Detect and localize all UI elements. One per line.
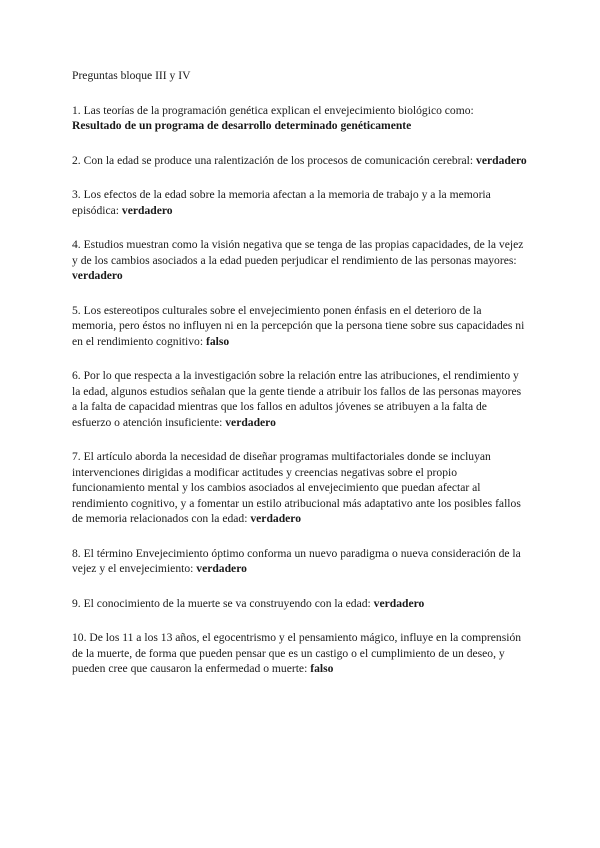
question-text: 1. Las teorías de la programación genética explican el envejecimiento biológico como: bbox=[72, 103, 474, 117]
question-answer: Resultado de un programa de desarrollo determinado genéticamente bbox=[72, 119, 412, 132]
question-text: 5. Los estereotipos culturales sobre el envejecimiento ponen énfasis en el deterioro de la memoria, pero éstos no influyen ni en la percepción que la persona tiene sobre sus capacidades ni en el rendimiento cognitivo: bbox=[72, 303, 525, 348]
question-text: 8. El término Envejecimiento óptimo conforma un nuevo paradigma o nueva consideración de la vejez y el envejecimiento: bbox=[72, 546, 521, 575]
question-text: 4. Estudios muestran como la visión negativa que se tenga de las propias capacidades, de la vejez y de los cambios asociados a la edad pueden perjudicar el rendimiento de las personas mayores: bbox=[72, 238, 524, 267]
question-answer: falso bbox=[205, 334, 230, 348]
question-6 bbox=[72, 368, 528, 430]
question-answer: verdadero bbox=[121, 203, 173, 217]
question-1 bbox=[72, 103, 528, 134]
question-2 bbox=[72, 153, 528, 169]
question-text: 7. El artículo aborda la necesidad de diseñar programas multifactoriales donde se incluyan intervenciones dirigidas a modificar actitudes y creencias negativas sobre el propio funcionamiento mental y los cambios asociados al envejecimiento que puedan afectar al rendimiento cognitivo, y a fomentar un estilo atribucional más adaptativo ante los posibles fallos de memoria relacionados con la edad: bbox=[72, 450, 521, 525]
question-5 bbox=[72, 303, 528, 350]
question-text: 10. De los 11 a los 13 años, el egocentrismo y el pensamiento mágico, influye en la comprensión de la muerte, de forma que pueden pensar que es un castigo o el cumplimiento de un deseo, y pueden cree que causaron la enfermedad o muerte: bbox=[72, 631, 522, 675]
question-3 bbox=[72, 187, 528, 218]
question-answer: verdadero bbox=[196, 562, 247, 575]
question-text: 6. Por lo que respecta a la investigación sobre la relación entre las atribuciones, el rendimiento y la edad, algunos estudios señalan que la gente tiende a atribuir los fallos de las personas mayores a la falta de capacidad mientras que los fallos en adultos jóvenes se atribuyen a la falta de esfuerzo o atención insuficiente: bbox=[72, 369, 522, 429]
document-page bbox=[72, 68, 528, 696]
question-answer: verdadero bbox=[72, 269, 123, 282]
question-10 bbox=[72, 630, 528, 677]
document-title: Preguntas bloque III y IV bbox=[72, 69, 191, 82]
question-text: 9. El conocimiento de la muerte se va construyendo con la edad: bbox=[72, 596, 371, 610]
question-7 bbox=[72, 449, 528, 527]
question-answer: verdadero bbox=[225, 415, 276, 429]
question-text: 2. Con la edad se produce una ralentización de los procesos de comunicación cerebral: bbox=[72, 153, 474, 167]
question-text: 3. Los efectos de la edad sobre la memoria afectan a la memoria de trabajo y a la memoria episódica: bbox=[72, 188, 491, 217]
question-answer: verdadero bbox=[250, 512, 302, 525]
question-answer: verdadero bbox=[373, 596, 425, 610]
question-answer: falso bbox=[310, 662, 334, 675]
question-4 bbox=[72, 237, 528, 284]
question-answer: verdadero bbox=[476, 153, 527, 167]
question-8 bbox=[72, 546, 528, 577]
question-9 bbox=[72, 596, 528, 612]
